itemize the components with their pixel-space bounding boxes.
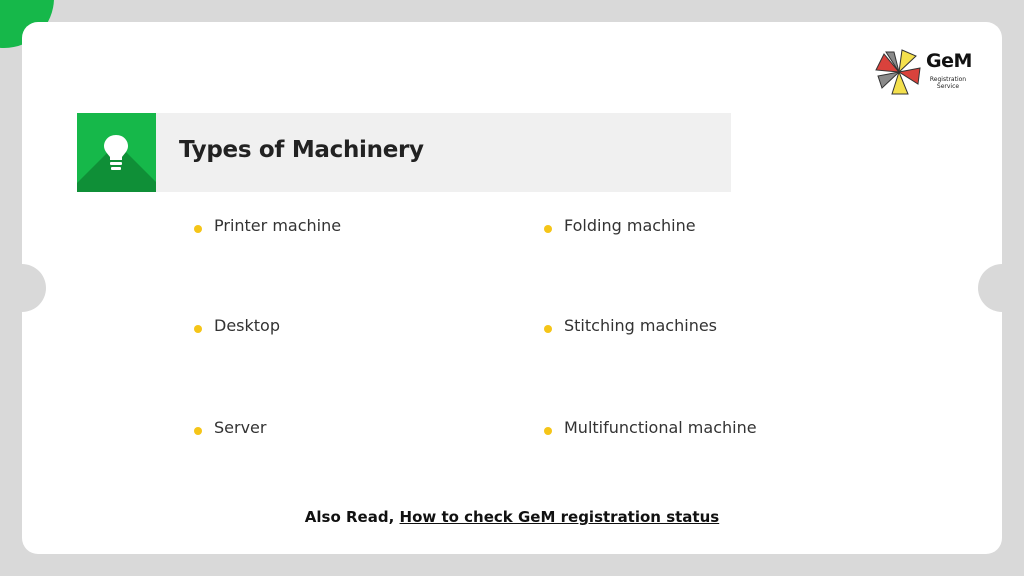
list-item [544,216,696,235]
section-title: Types of Machinery [179,137,424,163]
bullet-dot-icon [194,325,202,333]
slide-card [22,22,1002,554]
list-item [194,316,280,335]
bullet-dot-icon [194,225,202,233]
list-item-text: Printer machine [214,216,342,235]
list-item [194,216,341,235]
left-notch [22,264,46,312]
section-header [77,113,731,192]
list-item-text: Folding machine [564,216,696,235]
also-read-footer [22,508,1002,526]
logo-subtitle: Registration Service [929,76,967,90]
list-item [544,418,757,437]
logo-title: GeM [926,50,972,72]
gem-logo-mark-icon [874,46,924,98]
bullet-dot-icon [544,427,552,435]
list-item [194,418,266,437]
gem-logo [874,46,978,98]
list-item-text: Stitching machines [564,316,718,335]
list-item-text: Multifunctional machine [564,418,757,437]
bullet-dot-icon [544,225,552,233]
also-read-prefix: Also Read, [304,508,395,526]
right-notch [978,264,1002,312]
lightbulb-icon [102,133,130,173]
list-item-text: Server [214,418,267,437]
list-item-text: Desktop [214,316,280,335]
header-icon-box [77,113,156,192]
bullet-dot-icon [194,427,202,435]
bullet-dot-icon [544,325,552,333]
registration-status-link[interactable]: How to check GeM registration status [399,508,720,526]
list-item [544,316,717,335]
